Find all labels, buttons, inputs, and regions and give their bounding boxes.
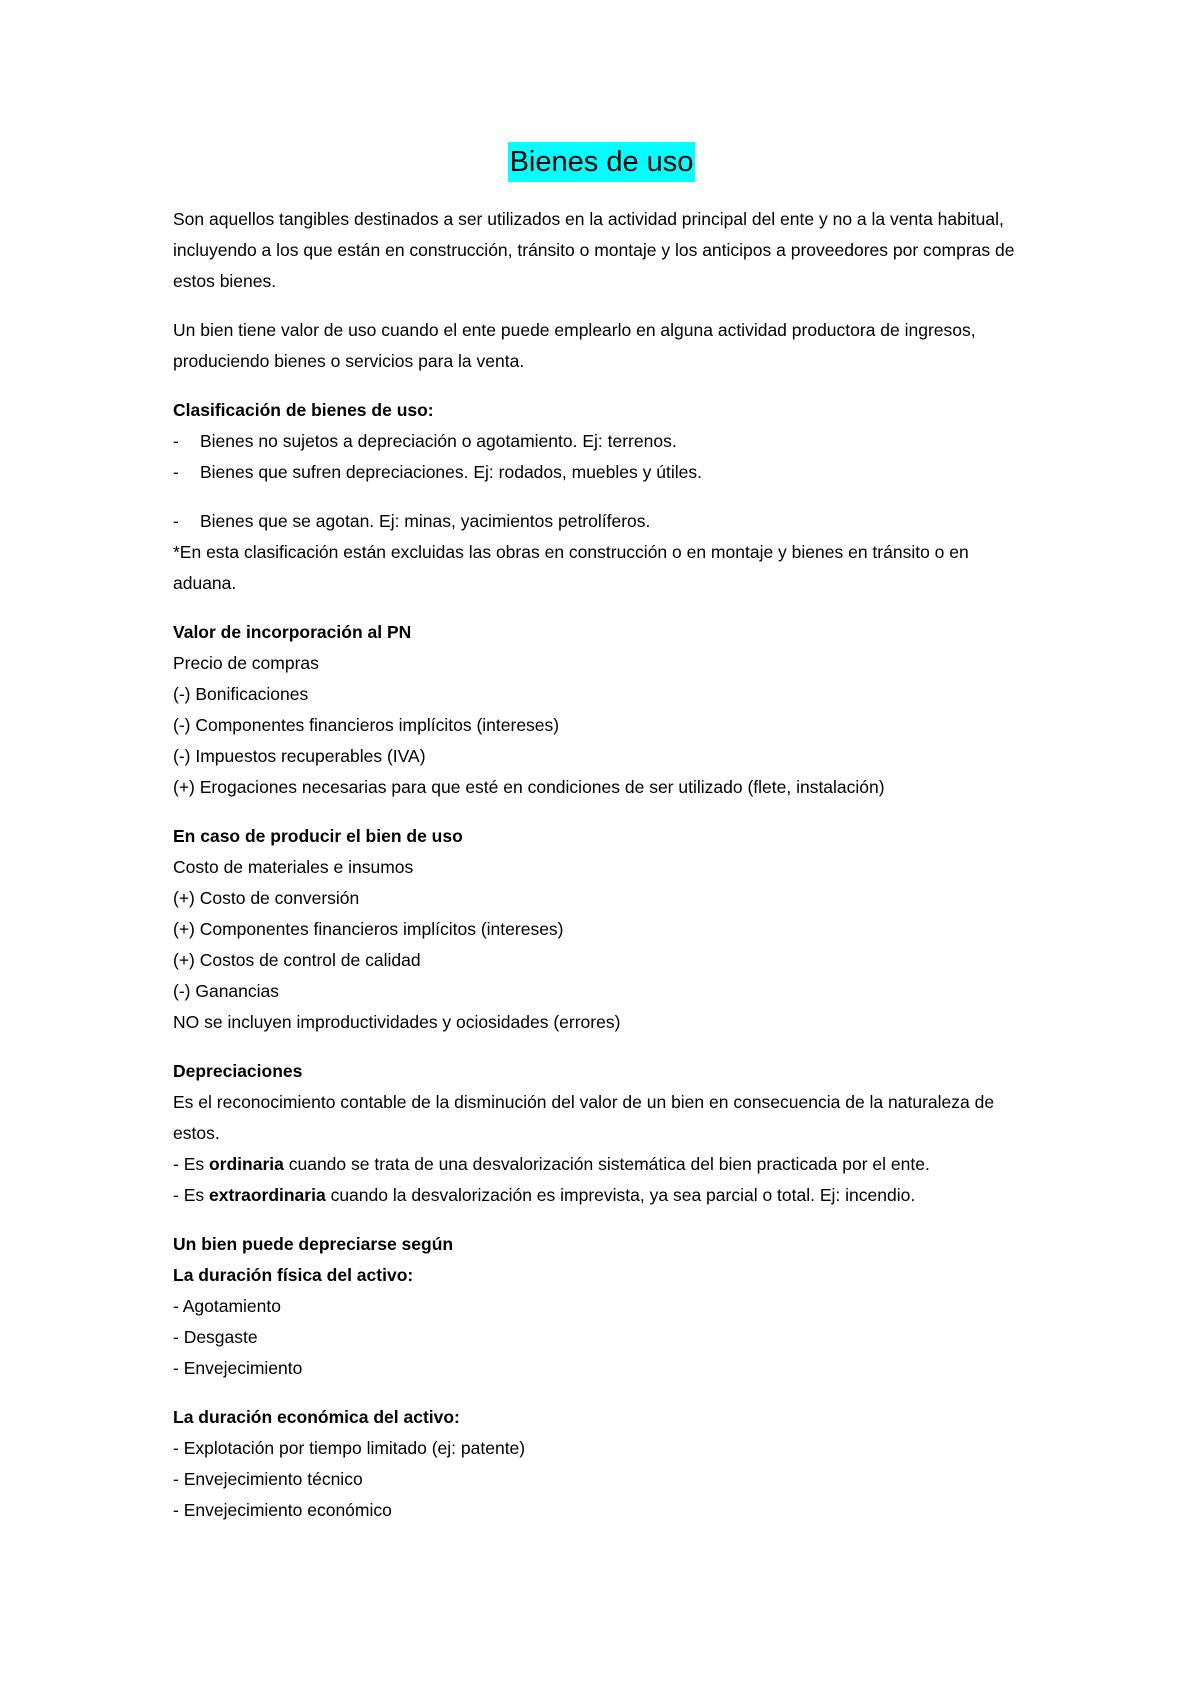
clasificacion-heading: Clasificación de bienes de uso:: [173, 400, 434, 420]
depreciaciones-text: Es el reconocimiento contable de la disminución del valor de un bien en consecuencia de la naturaleza de estos.: [173, 1092, 995, 1143]
dash: -: [173, 431, 179, 451]
document-title: Bienes de uso: [508, 142, 696, 182]
clasificacion-item: [173, 457, 1030, 488]
clasificacion-item: [173, 506, 1030, 537]
dash: -: [173, 511, 179, 531]
valor-line: (+) Erogaciones necesarias para que esté en condiciones de ser utilizado (flete, instalación): [173, 777, 885, 797]
ordinaria-item: [173, 1149, 1030, 1180]
economica-item: - Envejecimiento técnico: [173, 1469, 363, 1489]
extraordinaria-rest: cuando la desvalorización es imprevista, ya sea parcial o total. Ej: incendio.: [325, 1185, 916, 1205]
fisica-item: - Envejecimiento: [173, 1358, 303, 1378]
depreciarse-heading: Un bien puede depreciarse según: [173, 1234, 454, 1254]
intro-paragraph-1: Son aquellos tangibles destinados a ser utilizados en la actividad principal del ente y no a la venta habitual, incluyendo a los que están en construcción, tránsito o montaje y los anticipos a proveedores por compras de estos bienes.: [173, 209, 1015, 291]
ordinaria-rest: cuando se trata de una desvalorización sistemática del bien practicada por el ente.: [283, 1154, 930, 1174]
ordinaria-prefix: - Es: [173, 1154, 209, 1174]
economica-item: - Envejecimiento económico: [173, 1500, 392, 1520]
extraordinaria-item: [173, 1180, 1030, 1211]
producir-line: (-) Ganancias: [173, 981, 280, 1001]
dash: -: [173, 462, 179, 482]
intro-paragraph-2: Un bien tiene valor de uso cuando el ente puede emplearlo en alguna actividad productora de ingresos, produciendo bienes o servicios para la venta.: [173, 320, 976, 371]
fisica-item: - Desgaste: [173, 1327, 258, 1347]
valor-line: Precio de compras: [173, 653, 319, 673]
clasificacion-item-text: Bienes no sujetos a depreciación o agotamiento. Ej: terrenos.: [200, 431, 677, 451]
valor-line: (-) Bonificaciones: [173, 684, 309, 704]
producir-line: Costo de materiales e insumos: [173, 857, 414, 877]
fisica-heading: La duración física del activo:: [173, 1265, 414, 1285]
clasificacion-item-text: Bienes que se agotan. Ej: minas, yacimientos petrolíferos.: [200, 511, 651, 531]
depreciaciones-heading: Depreciaciones: [173, 1061, 303, 1081]
producir-line: NO se incluyen improductividades y ociosidades (errores): [173, 1012, 621, 1032]
clasificacion-note: *En esta clasificación están excluidas las obras en construcción o en montaje y bienes en tránsito o en aduana.: [173, 542, 969, 593]
clasificacion-item-text: Bienes que sufren depreciaciones. Ej: rodados, muebles y útiles.: [200, 462, 702, 482]
economica-item: - Explotación por tiempo limitado (ej: patente): [173, 1438, 526, 1458]
producir-line: (+) Componentes financieros implícitos (intereses): [173, 919, 564, 939]
economica-heading: La duración económica del activo:: [173, 1407, 460, 1427]
document-body: [173, 204, 1030, 1526]
clasificacion-item: [173, 426, 1030, 457]
title-wrap: [173, 142, 1030, 182]
ordinaria-term: ordinaria: [208, 1154, 284, 1174]
producir-line: (+) Costos de control de calidad: [173, 950, 421, 970]
extraordinaria-prefix: - Es: [173, 1185, 209, 1205]
valor-line: (-) Impuestos recuperables (IVA): [173, 746, 426, 766]
fisica-item: - Agotamiento: [173, 1296, 281, 1316]
valor-incorporacion-heading: Valor de incorporación al PN: [173, 622, 412, 642]
valor-line: (-) Componentes financieros implícitos (intereses): [173, 715, 560, 735]
producir-heading: En caso de producir el bien de uso: [173, 826, 463, 846]
producir-line: (+) Costo de conversión: [173, 888, 360, 908]
extraordinaria-term: extraordinaria: [208, 1185, 326, 1205]
